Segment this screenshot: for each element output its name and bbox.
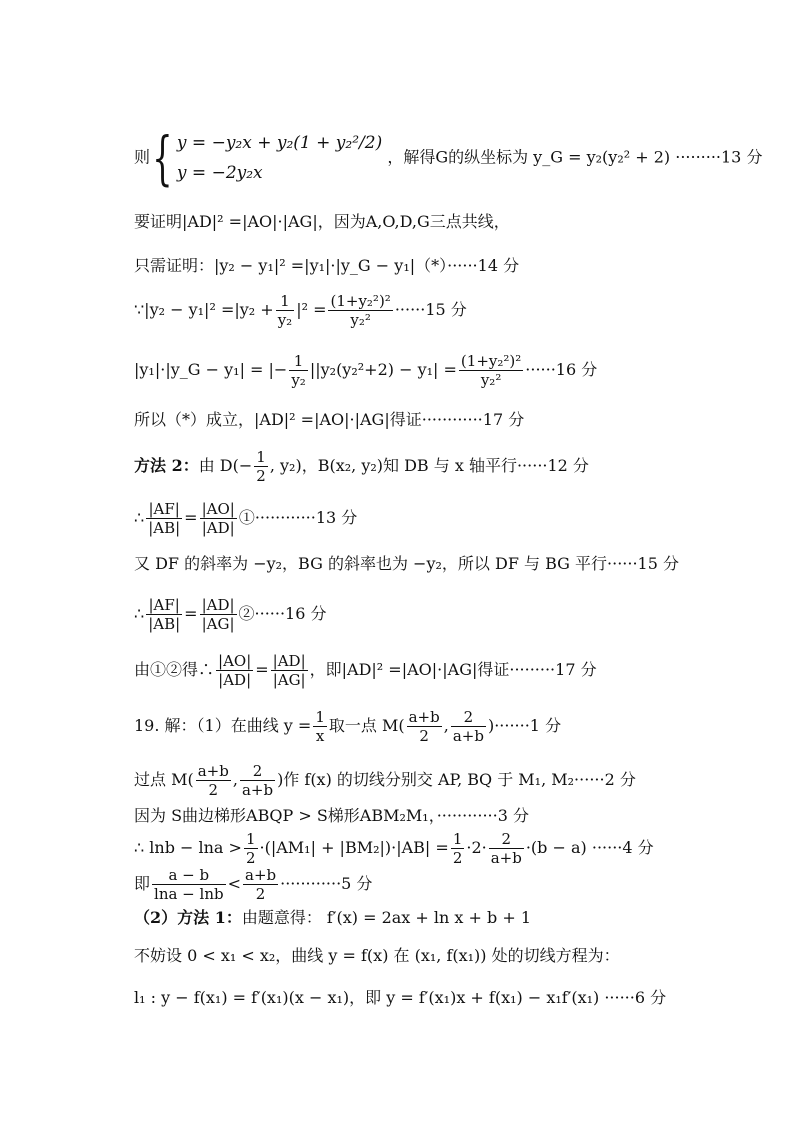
expr-text: 由 D(− [198,456,253,475]
expr-text: ∴ lnb − lna > [134,838,242,857]
denominator: lna − lnb [154,885,224,903]
equation-system-line [134,124,763,192]
expr-mid: |² = [296,300,327,319]
fraction [196,762,231,799]
fraction [244,830,258,867]
expr-text: ·(b − a) ······4 分 [525,838,654,857]
denominator: y₂² [480,371,502,389]
score-marker: ，即|AD|² =|AO|·|AG|得证·········17 分 [309,660,597,679]
denominator: y₂ [291,371,306,389]
denominator: |AD| [218,671,252,689]
denominator: 2 [208,781,219,799]
expr-lhs: |y₁|·|y_G − y₁| = |− [134,360,288,379]
method-label: 方法 2： [134,456,199,475]
numerator: |AO| [218,652,252,670]
therefore-symbol: ∴ [134,508,145,527]
fraction-line-4 [134,292,467,329]
comma: , [232,770,238,789]
numerator: 1 [256,448,266,466]
numerator: |AF| [146,596,182,615]
score-marker: ············5 分 [280,874,373,893]
less-than-sign: < [227,874,241,893]
fraction [146,500,182,537]
therefore-symbol: ∴ [134,604,145,623]
numerator: a+b [245,866,277,884]
fraction [451,830,465,867]
fraction [276,292,295,329]
score-marker: ①············13 分 [238,508,358,527]
equation-system [150,124,383,192]
ratio-line-10 [134,596,327,633]
numerator: 2 [240,762,275,781]
numerator: |AD| [201,596,235,614]
system-row-2: y = −2y₂x [176,163,263,183]
denominator: |AD| [201,519,235,537]
method-1-line [134,908,531,928]
prefix-text: 则 [134,147,151,167]
numerator: |AF| [146,500,182,519]
comma: , [443,716,449,735]
denominator: |AG| [272,671,306,689]
ratio-line-8 [134,500,357,537]
tangent-line-13 [134,762,636,799]
numerator: a − b [152,866,226,885]
numerator: (1+y₂²)² [330,292,391,310]
score-marker: ······15 分 [394,300,467,319]
fraction [200,596,237,633]
denominator: 2 [255,885,266,903]
numerator: 2 [489,830,524,849]
fraction [459,352,523,389]
method-label: （2）方法 1： [134,908,242,927]
expr-text: ·2· [466,838,487,857]
denominator: y₂ [277,311,293,329]
fraction [243,866,278,903]
method-2-line [134,448,589,485]
text-line-2: 要证明|AD|² =|AO|·|AG|，因为A,O,D,G三点共线， [134,212,510,231]
score-marker: ······16 分 [525,360,598,379]
inequality-line-15 [134,830,654,867]
equals-sign: = [184,604,198,623]
fraction [200,500,237,537]
expr-lhs: ∵|y₂ − y₁|² =|y₂ + [134,300,274,319]
expr-text: 取一点 M( [328,716,405,735]
fraction [407,708,442,745]
fraction [289,352,308,389]
numerator: 1 [315,708,325,726]
denominator: 2 [452,849,463,867]
denominator: 2 [256,467,266,485]
expr-text: )作 f(x) 的切线分别交 AP, BQ 于 M₁, M₂······2 分 [277,770,636,789]
fraction [271,652,308,689]
fraction [240,762,275,799]
numerator: 1 [245,830,256,848]
denominator: |AB| [148,615,181,633]
denominator: |AB| [148,519,181,537]
numerator: |AD| [272,652,306,670]
text-line-9: 又 DF 的斜率为 −y₂，BG 的斜率也为 −y₂，所以 DF 与 BG 平行······15 分 [134,554,679,573]
question-19-line [134,708,561,745]
numerator: (1+y₂²)² [460,352,522,370]
fraction [146,596,182,633]
text-line-6: 所以（*）成立，|AD|² =|AO|·|AG|得证············17 分 [134,410,525,429]
numerator: 1 [289,352,308,371]
score-marker: ②······16 分 [238,604,327,623]
expr-text: , y₂)，B(x₂, y₂)知 DB 与 x 轴平行······12 分 [269,456,589,475]
fraction [216,652,253,689]
denominator: a+b [452,727,484,745]
fraction-line-5 [134,352,597,389]
fraction [451,708,486,745]
solve-text: ，解得G的纵坐标为 y_G = y₂(y₂² + 2) ·········13 分 [387,147,763,167]
left-brace: { [152,124,173,192]
denominator: |AG| [201,615,235,633]
numerator: a+b [197,762,229,780]
expr-prefix: 即 [134,874,151,893]
denominator: a+b [241,781,274,799]
denominator: 2 [245,849,256,867]
expr-text: 由题意得： f′(x) = 2ax + ln x + b + 1 [241,908,532,927]
expr-text: 过点 M( [134,770,194,789]
text-line-14: 因为 S曲边梯形ABQP > S梯形ABM₂M₁，············3 分 [134,806,529,825]
numerator: 1 [452,830,463,848]
ratio-line-11 [134,652,597,689]
text-line-18: 不妨设 0 < x₁ < x₂，曲线 y = f(x) 在 (x₁, f(x₁)) 处的切线方程为： [134,946,620,965]
numerator: |AO| [201,500,235,518]
denominator: x [315,727,325,745]
expr-text: ·(|AM₁| + |BM₂|)·|AB| = [259,838,449,857]
equals-sign: = [184,508,198,527]
numerator: 1 [276,292,295,311]
fraction [328,292,392,329]
expr-text: 19. 解：（1）在曲线 y = [134,716,312,735]
expr-mid: ||y₂(y₂²+2) − y₁| = [309,360,457,379]
fraction [152,866,226,903]
numerator: 2 [451,708,486,727]
fraction [489,830,524,867]
text-line-3: 只需证明：|y₂ − y₁|² =|y₁|·|y_G − y₁|（*）······14 分 [134,256,520,275]
denominator: a+b [490,849,522,867]
fraction [313,708,327,745]
expr-prefix: 由①②得∴ [134,660,215,679]
text-line-19: l₁ : y − f(x₁) = f′(x₁)(x − x₁)，即 y = f′(x₁)x + f(x₁) − x₁f′(x₁) ······6 分 [134,988,667,1007]
denominator: 2 [419,727,429,745]
score-marker: )·······1 分 [487,716,562,735]
inequality-line-16 [134,866,372,903]
equals-sign: = [255,660,269,679]
system-row-1: y = −y₂x + y₂(1 + y₂²/2) [176,133,383,153]
numerator: a+b [408,708,440,726]
denominator: y₂² [350,311,371,329]
fraction [254,448,268,485]
